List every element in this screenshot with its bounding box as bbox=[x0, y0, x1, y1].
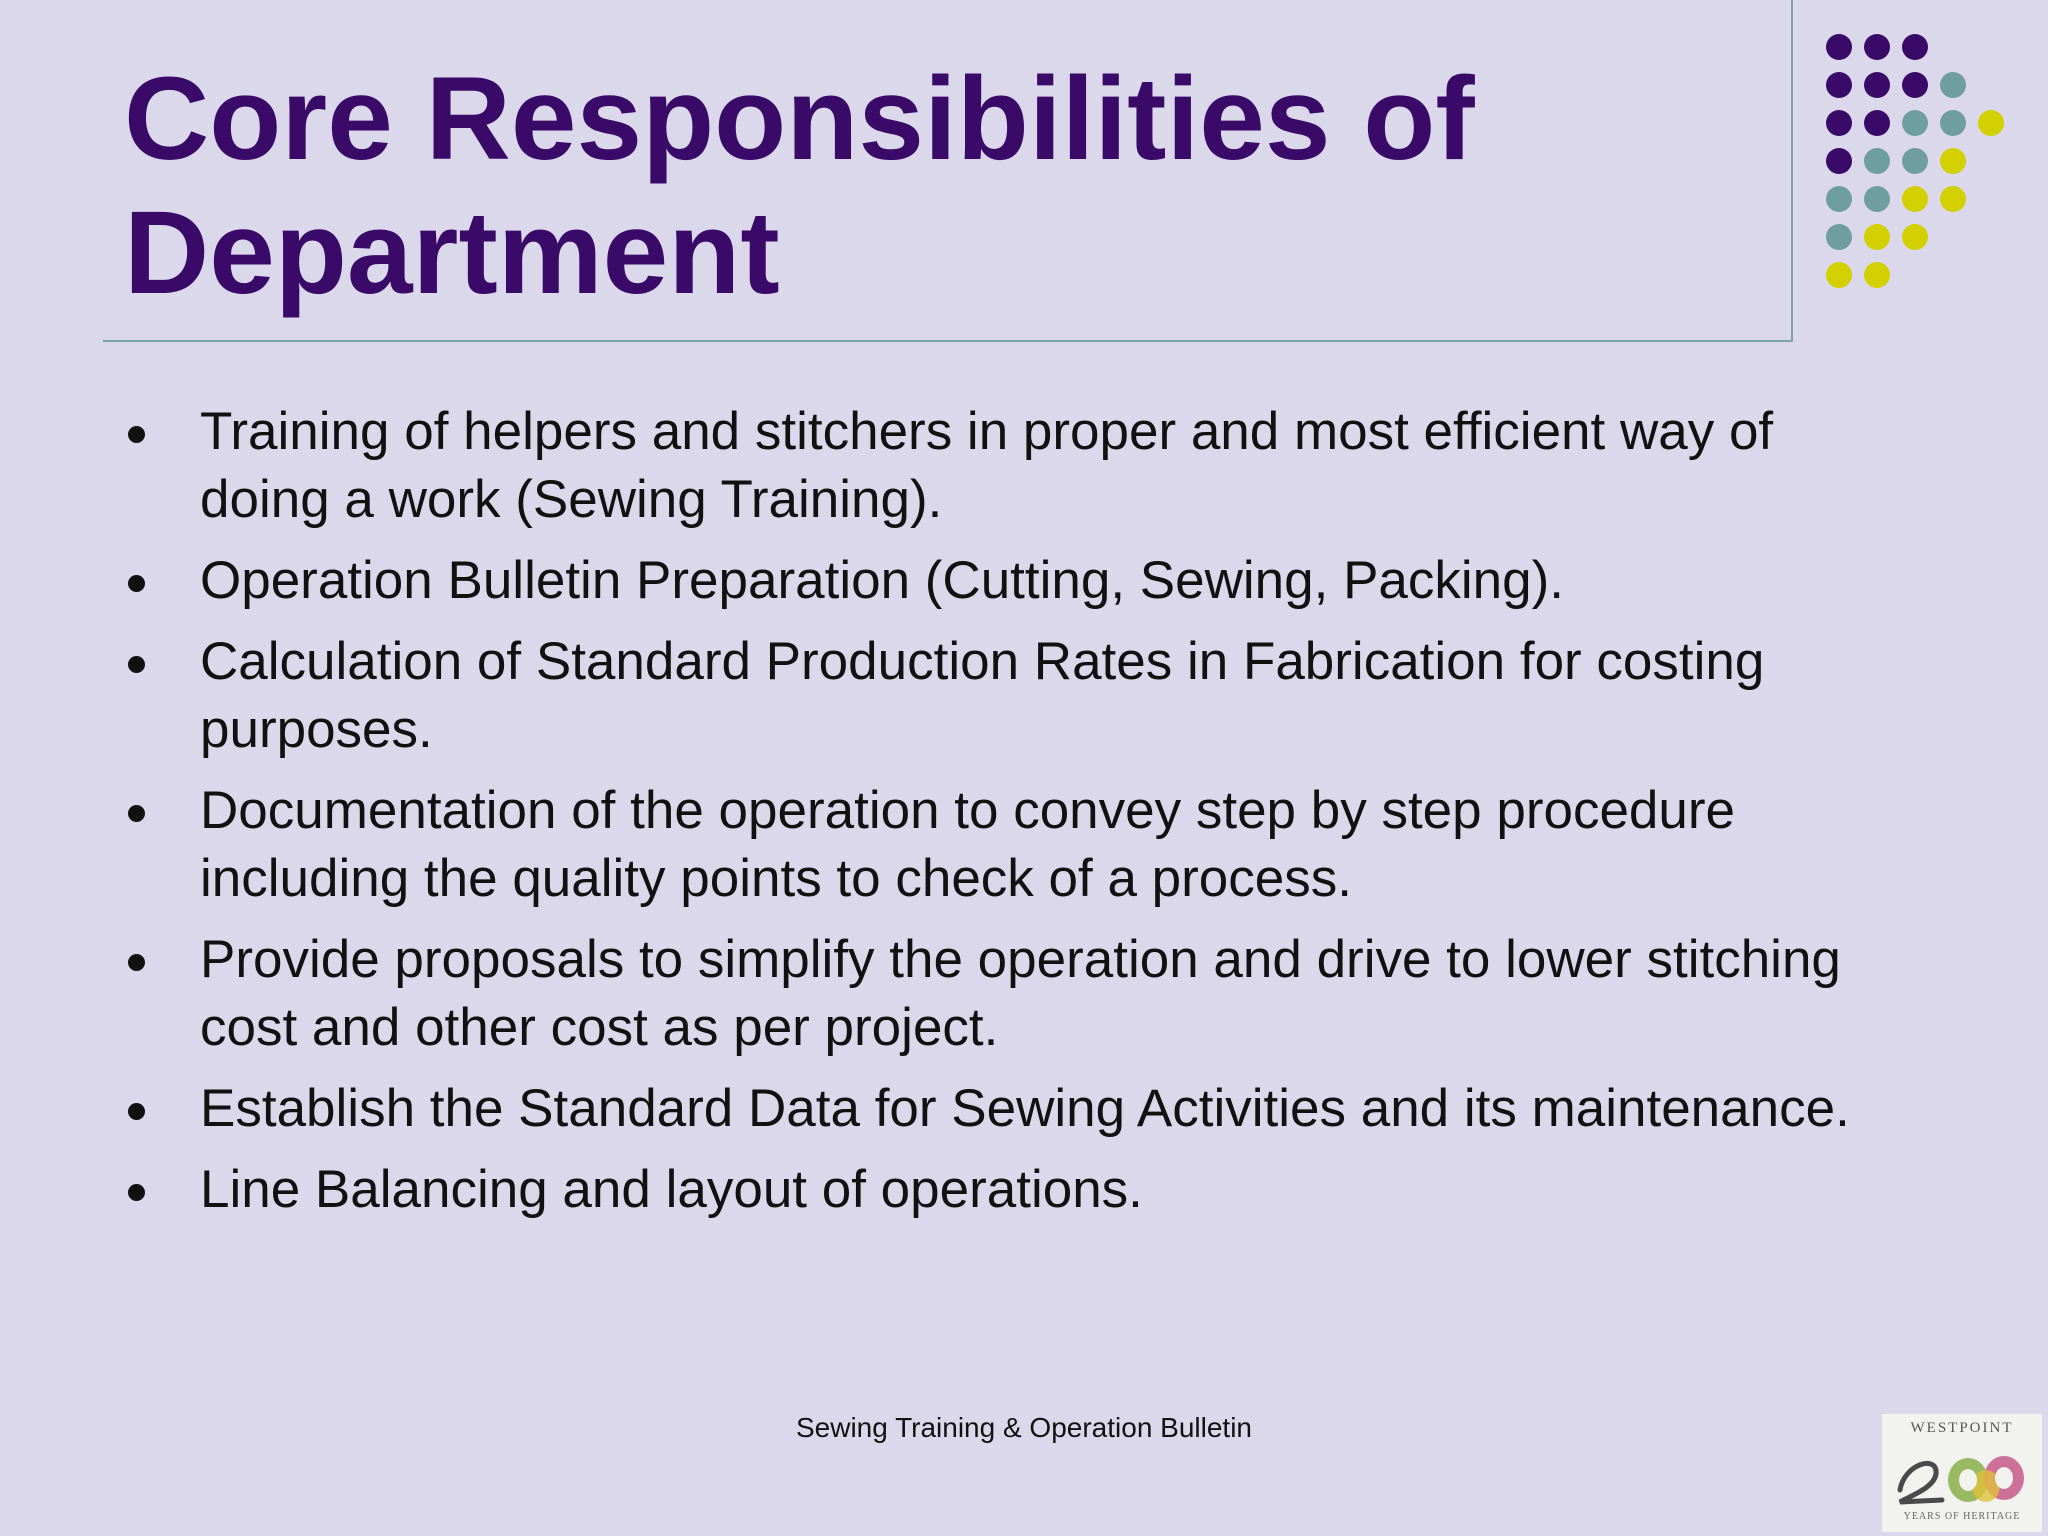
bullet-text: Line Balancing and layout of operations. bbox=[200, 1160, 1143, 1219]
bullet-item bbox=[124, 1075, 1904, 1143]
decorative-dot bbox=[1864, 34, 1890, 60]
decorative-dot bbox=[1826, 72, 1852, 98]
slide-title: Core Responsibilities of Department bbox=[124, 53, 1475, 319]
decorative-dot bbox=[1902, 224, 1928, 250]
bullet-item bbox=[124, 1156, 1904, 1224]
decorative-dot bbox=[1902, 186, 1928, 212]
bullet-icon bbox=[128, 1103, 145, 1120]
decorative-dot bbox=[1902, 148, 1928, 174]
decorative-dot bbox=[1864, 72, 1890, 98]
bullet-list bbox=[124, 398, 1904, 1237]
bullet-text: Training of helpers and stitchers in proper and most efficient way of doing a work (Sewing Training). bbox=[200, 402, 1774, 529]
decorative-dot bbox=[1902, 34, 1928, 60]
decorative-dot bbox=[1940, 72, 1966, 98]
bullet-item bbox=[124, 547, 1904, 615]
decorative-dot bbox=[1826, 186, 1852, 212]
decorative-dot bbox=[1826, 148, 1852, 174]
bullet-text: Documentation of the operation to convey step by step procedure including the quality points to check of a process. bbox=[200, 781, 1736, 908]
decorative-dot bbox=[1826, 262, 1852, 288]
bullet-text: Provide proposals to simplify the operation and drive to lower stitching cost and other cost as per project. bbox=[200, 930, 1841, 1057]
logo-tagline: YEARS OF HERITAGE bbox=[1903, 1511, 2021, 1522]
decorative-dot bbox=[1864, 224, 1890, 250]
decorative-dot bbox=[1940, 186, 1966, 212]
bullet-item bbox=[124, 926, 1904, 1062]
bullet-icon bbox=[128, 426, 145, 443]
title-divider bbox=[103, 340, 1792, 342]
bullet-icon bbox=[128, 805, 145, 822]
decorative-dot bbox=[1826, 110, 1852, 136]
logo-brand-text: WESTPOINT bbox=[1910, 1420, 2014, 1436]
bullet-text: Operation Bulletin Preparation (Cutting, Sewing, Packing). bbox=[200, 551, 1564, 610]
bullet-icon bbox=[128, 575, 145, 592]
bullet-icon bbox=[128, 954, 145, 971]
decorative-dot bbox=[1826, 224, 1852, 250]
bullet-text: Establish the Standard Data for Sewing Activities and its maintenance. bbox=[200, 1079, 1850, 1138]
slide-footer: Sewing Training & Operation Bulletin bbox=[795, 1412, 1253, 1443]
bullet-text: Calculation of Standard Production Rates in Fabrication for costing purposes. bbox=[200, 632, 1765, 759]
decorative-dot bbox=[1864, 148, 1890, 174]
decorative-dot bbox=[1864, 186, 1890, 212]
westpoint-logo bbox=[1882, 1414, 2042, 1532]
decorative-dot bbox=[1864, 110, 1890, 136]
bullet-icon bbox=[128, 1184, 145, 1201]
decorative-dot bbox=[1826, 34, 1852, 60]
decorative-dot bbox=[1978, 110, 2004, 136]
bullet-item bbox=[124, 398, 1904, 534]
decorative-dot bbox=[1902, 110, 1928, 136]
bullet-icon bbox=[128, 656, 145, 673]
bullet-item bbox=[124, 777, 1904, 913]
decorative-dot bbox=[1940, 110, 1966, 136]
decorative-dot bbox=[1940, 148, 1966, 174]
logo-200-icon bbox=[1890, 1440, 2034, 1512]
decorative-dot bbox=[1902, 72, 1928, 98]
decorative-dot bbox=[1864, 262, 1890, 288]
vertical-divider bbox=[1791, 0, 1793, 342]
bullet-item bbox=[124, 628, 1904, 764]
